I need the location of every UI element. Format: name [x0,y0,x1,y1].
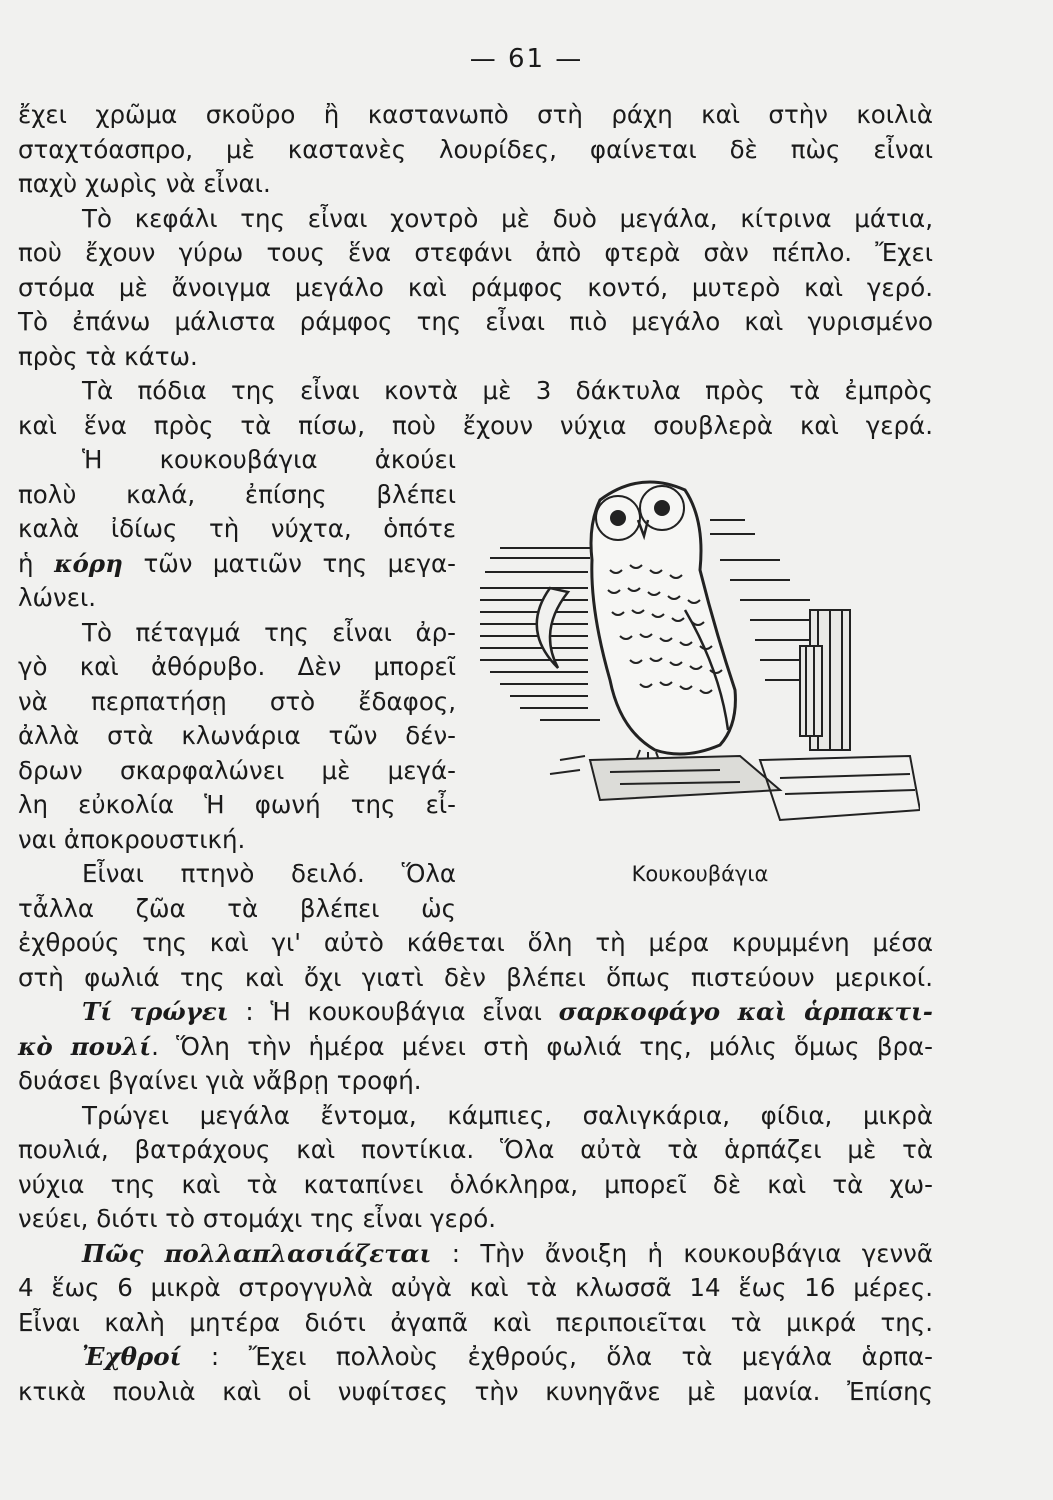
text-line: Εἶναι καλὴ μητέρα διότι ἀγαπᾶ καὶ περιποιεῖται τὰ μικρά της. [18,1307,933,1337]
text-line: Τὸ πέταγμά της εἶναι ἀρ- [82,617,456,647]
text-fragment: : [431,1238,481,1268]
text-fragment: Ἡ κουκουβάγια εἶναι [270,997,559,1026]
text-line: ἐχθρούς της καὶ γι' αὐτὸ κάθεται ὅλη τὴ μέρα κρυμμένη μέσα [18,928,933,957]
text-line: τἆλλα ζῶα τὰ βλέπει ὡς [18,893,456,923]
text-line: καὶ ἕνα πρὸς τὰ πίσω, ποὺ ἔχουν νύχια σουβλερὰ καὶ γερά. [18,410,933,440]
text-line: παχὺ χωρὶς νὰ εἶναι. [18,169,271,198]
text-line: πρὸς τὰ κάτω. [18,341,198,371]
text-line: λώνει. [18,583,97,612]
pupil-term: κόρη [54,548,123,578]
text-line: Τὸ κεφάλι της εἶναι χοντρὸ μὲ δυὸ μεγάλα, κίτρινα μάτια, [82,203,933,233]
text-bottom [18,926,933,1409]
owl-illustration [480,460,920,840]
text-line: ποὺ ἔχουν γύρω τους ἕνα στεφάνι ἀπὸ φτερὰ σὰν πέπλο. Ἔχει [18,238,933,267]
text-line [18,1237,933,1272]
enemies-heading: Ἐχθροί [82,1342,182,1371]
text-fragment: . Ὅλη τὴν ἡμέρα μένει στὴ φωλιά της, μόλις ὅμως βρα- [151,1031,933,1061]
text-line [18,995,933,1030]
text-fragment: τῶν ματιῶν της μεγα- [122,548,456,578]
text-line: κτικὰ πουλιὰ καὶ οἱ νυφίτσες τὴν κυνηγᾶνε μὲ μανία. Ἐπίσης [18,1376,933,1406]
food-term: σαρκοφάγο καὶ ἁρπακτι- [558,997,933,1026]
text-line: Τὸ ἐπάνω μάλιστα ράμφος της εἶναι πιὸ μεγάλο καὶ γυρισμένο [18,307,933,336]
text-fragment: : [181,1342,249,1371]
text-line: πολὺ καλά, ἐπίσης βλέπει [18,479,456,509]
text-line: στόμα μὲ ἄνοιγμα μεγάλο καὶ ράμφος κοντό, μυτερὸ καὶ γερό. [18,272,933,302]
text-fragment: ἡ [18,548,55,578]
text-line: Εἶναι πτηνὸ δειλό. Ὅλα [82,859,456,888]
text-line: Ἡ κουκουβάγια ἀκούει [82,445,456,474]
text-line: στὴ φωλιά της καὶ ὄχι γιατὶ δὲν βλέπει ὅπως πιστεύουν μερικοί. [18,962,933,992]
text-line: Τρώγει μεγάλα ἔντομα, κάμπιες, σαλιγκάρια, φίδια, μικρὰ [82,1100,933,1130]
text-line: Τὰ πόδια της εἶναι κοντὰ μὲ 3 δάκτυλα πρὸς τὰ ἐμπρὸς [82,376,933,405]
breeding-heading: Πῶς πολλαπλασιάζεται [82,1238,432,1268]
text-fragment: Τὴν ἄνοιξη ἡ κουκουβάγια γεννᾶ [480,1238,933,1268]
page-number: — 61 — [469,44,584,74]
text-fragment: Ἔχει πολλοὺς ἐχθρούς, ὅλα τὰ μεγάλα ἁρπα- [248,1342,933,1371]
text-column [18,443,456,926]
text-line: γὸ καὶ ἀθόρυβο. Δὲν μπορεῖ [18,652,456,681]
text-line: δυάσει βγαίνει γιὰ νἄβρῃ τροφή. [18,1066,422,1095]
figure-caption: Κουκουβάγια [631,862,769,886]
text-line: λη εὐκολία Ἡ φωνή της εἶ- [18,790,456,819]
text-fragment: : [228,997,271,1026]
text-line [18,1340,933,1375]
text-line: πουλιά, βατράχους καὶ ποντίκια. Ὅλα αὐτὰ τὰ ἁρπάζει μὲ τὰ [18,1135,933,1164]
text-line: νὰ περπατήσῃ στὸ ἔδαφος, [18,686,456,716]
food-heading: Τί τρώγει [82,997,229,1026]
text-line [18,1030,933,1065]
text-line: καλὰ ἰδίως τὴ νύχτα, ὁπότε [18,514,456,543]
text-line: νεύει, διότι τὸ στομάχι της εἶναι γερό. [18,1204,497,1233]
text-top [18,98,933,443]
text-line: ναι ἀποκρουστική. [18,824,246,854]
text-line: ἔχει χρῶμα σκοῦρο ἢ καστανωπὸ στὴ ράχη καὶ στὴν κοιλιὰ [18,100,933,129]
text-line: δρων σκαρφαλώνει μὲ μεγά- [18,755,456,785]
food-term: κὸ πουλί [18,1031,152,1061]
text-line: ἀλλὰ στὰ κλωνάρια τῶν δέν- [18,721,456,750]
text-line: νύχια της καὶ τὰ καταπίνει ὁλόκληρα, μπορεῖ δὲ καὶ τὰ χω- [18,1169,933,1199]
text-line: 4 ἕως 6 μικρὰ στρογγυλὰ αὐγὰ καὶ τὰ κλωσσᾶ 14 ἕως 16 μέρες. [18,1273,933,1302]
text-line: σταχτόασπρο, μὲ καστανὲς λουρίδες, φαίνεται δὲ πὼς εἶναι [18,134,933,164]
text-line [18,547,456,582]
